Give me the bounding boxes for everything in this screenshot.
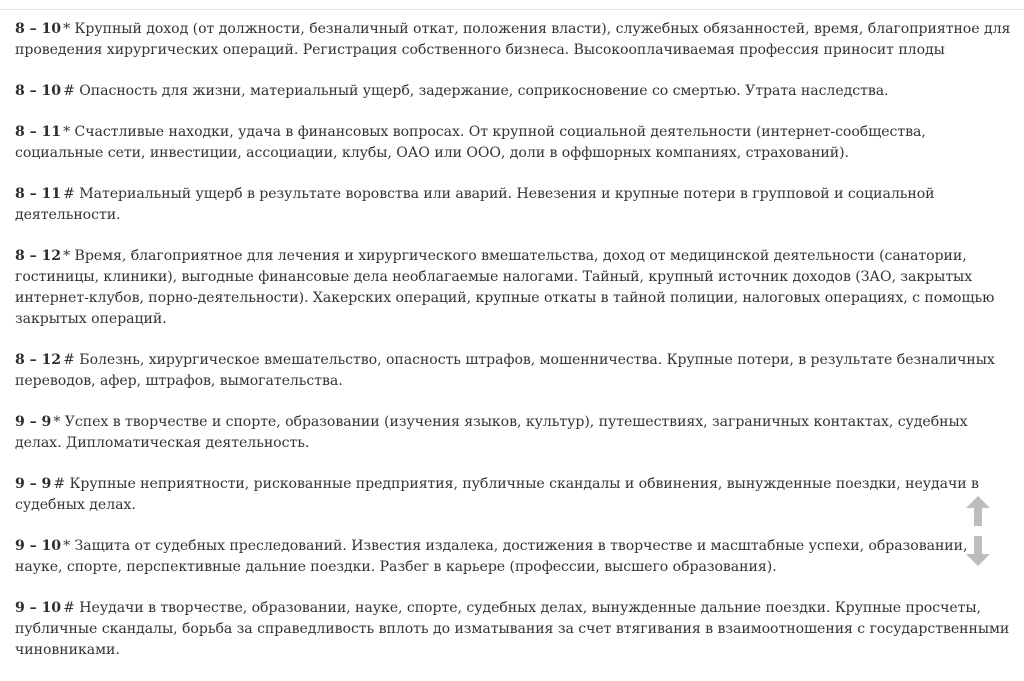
arrow-up-icon bbox=[966, 496, 990, 526]
entry-code: 9 – 9 bbox=[15, 414, 52, 430]
entry-mark: # bbox=[63, 352, 75, 368]
entry-mark: * bbox=[53, 414, 61, 430]
entry-code: 8 – 10 bbox=[15, 21, 61, 37]
entry-mark: # bbox=[63, 186, 75, 202]
entry-8-12-positive bbox=[15, 246, 1013, 330]
entry-8-12-negative bbox=[15, 350, 1013, 392]
document-body bbox=[15, 19, 1013, 681]
entry-mark: * bbox=[63, 124, 71, 140]
entry-code: 9 – 10 bbox=[15, 538, 61, 554]
entry-text: Время, благоприятное для лечения и хирургического вмешательства, доход от медицинской деятельности (санатории, гостиницы, клиники), выгодные финансовые дела необлагаемые налогами. Тайный, крупный источник доходов (ЗАО, закрытых интернет-клубов, порно-деятельности). Хакерских операций, крупные откаты в тайной полиции, налоговых операциях, с помощью закрытых операций. bbox=[15, 248, 995, 327]
entry-mark: * bbox=[63, 538, 71, 554]
scroll-down-button[interactable] bbox=[966, 536, 990, 566]
entry-8-11-positive bbox=[15, 122, 1013, 164]
entry-text: Защита от судебных преследований. Известия издалека, достижения в творчестве и масштабные успехи, образовании, науке, спорте, перспективные дальние поездки. Разбег в карьере (профессии, высшего образования). bbox=[15, 538, 968, 575]
entry-text: Счастливые находки, удача в финансовых вопросах. От крупной социальной деятельности (интернет-сообщества, социальные сети, инвестиции, ассоциации, клубы, ОАО или ООО, доли в оффшорных компаниях, страхований). bbox=[15, 124, 926, 161]
entry-8-10-negative bbox=[15, 81, 1013, 102]
entry-text: Крупные неприятности, рискованные предприятия, публичные скандалы и обвинения, вынужденные поездки, неудачи в судебных делах. bbox=[15, 476, 979, 513]
entry-text: Крупный доход (от должности, безналичный откат, положения власти), служебных обязанностей, время, благоприятное для проведения хирургических операций. Регистрация собственного бизнеса. Высокооплачиваемая профессия приносит плоды bbox=[15, 21, 1011, 58]
scroll-controls bbox=[966, 496, 990, 566]
entry-text: Неудачи в творчестве, образовании, науке, спорте, судебных делах, вынужденные дальние поездки. Крупные просчеты, публичные скандалы, борьба за справедливость вплоть до изматывания за счет втягивания в взаимоотношения с государственными чиновниками. bbox=[15, 600, 1010, 658]
entry-text: Болезнь, хирургическое вмешательство, опасность штрафов, мошенничества. Крупные потери, в результате безналичных переводов, афер, штрафов, вымогательства. bbox=[15, 352, 995, 389]
entry-code: 8 – 12 bbox=[15, 352, 61, 368]
entry-text: Материальный ущерб в результате воровства или аварий. Невезения и крупные потери в групповой и социальной деятельности. bbox=[15, 186, 935, 223]
entry-mark: # bbox=[63, 600, 75, 616]
entry-code: 8 – 12 bbox=[15, 248, 61, 264]
entry-code: 8 – 11 bbox=[15, 124, 61, 140]
entry-mark: * bbox=[63, 21, 71, 37]
entry-code: 8 – 10 bbox=[15, 83, 61, 99]
entry-9-10-negative bbox=[15, 598, 1013, 661]
entry-code: 9 – 9 bbox=[15, 476, 52, 492]
entry-mark: # bbox=[63, 83, 75, 99]
entry-8-10-positive bbox=[15, 19, 1013, 61]
entry-9-9-positive bbox=[15, 412, 1013, 454]
entry-9-10-positive bbox=[15, 536, 1013, 578]
entry-9-9-negative bbox=[15, 474, 1013, 516]
scroll-up-button[interactable] bbox=[966, 496, 990, 526]
arrow-down-icon bbox=[966, 536, 990, 566]
entry-text: Опасность для жизни, материальный ущерб, задержание, соприкосновение со смертью. Утрата наследства. bbox=[74, 83, 889, 99]
entry-mark: * bbox=[63, 248, 71, 264]
entry-code: 8 – 11 bbox=[15, 186, 61, 202]
entry-8-11-negative bbox=[15, 184, 1013, 226]
entry-code: 9 – 10 bbox=[15, 600, 61, 616]
top-divider bbox=[0, 9, 1024, 10]
entry-text: Успех в творчестве и спорте, образовании (изучения языков, культур), путешествиях, заграничных контактах, судебных делах. Дипломатическая деятельность. bbox=[15, 414, 968, 451]
entry-mark: # bbox=[53, 476, 66, 492]
